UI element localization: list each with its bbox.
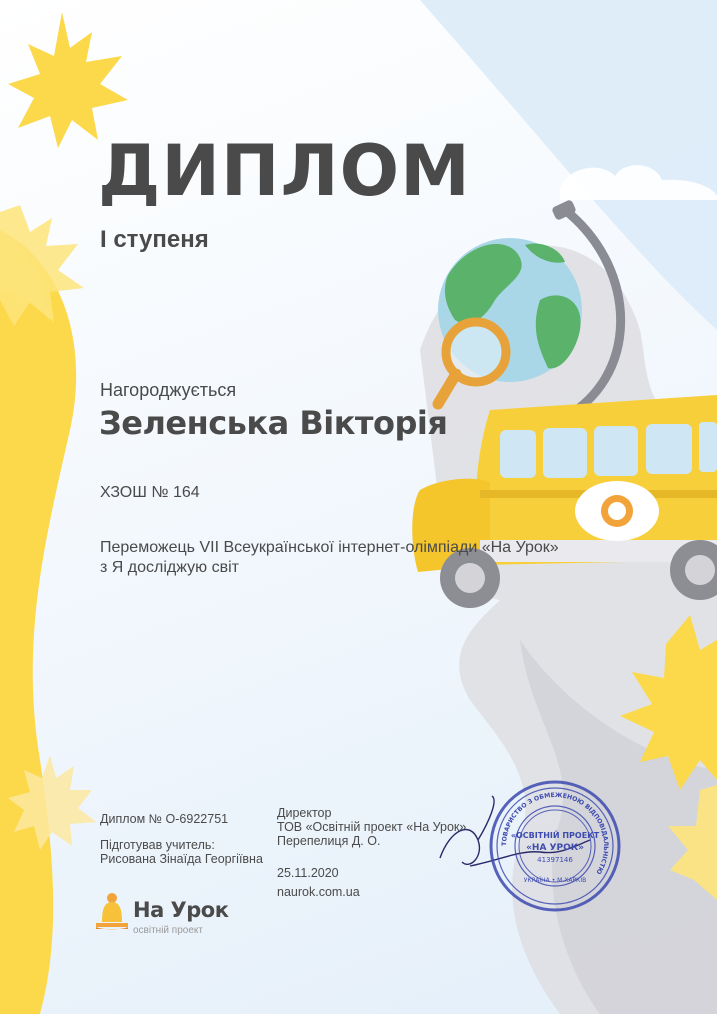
stamp-bottom-text: УКРАЇНА • М.ХАРКІВ bbox=[523, 877, 587, 884]
recipient-name: Зеленська Вікторія bbox=[99, 404, 448, 442]
director-block bbox=[277, 806, 497, 848]
teacher-block bbox=[100, 838, 270, 866]
website-link[interactable]: naurok.com.ua bbox=[277, 885, 360, 899]
director-name: Перепелиця Д. О. bbox=[277, 834, 381, 848]
issue-date: 25.11.2020 bbox=[277, 866, 339, 880]
director-title: Директор bbox=[277, 806, 332, 820]
stamp-outer-text: ТОВАРИСТВО З ОБМЕЖЕНОЮ ВІДПОВІДАЛЬНІСТЮ bbox=[500, 791, 610, 876]
teacher-label: Підготував учитель: bbox=[100, 838, 215, 852]
awarded-label: Нагороджується bbox=[100, 380, 237, 400]
logo-name: На Урок bbox=[133, 898, 229, 922]
maple-leaf-left bbox=[0, 205, 84, 326]
diploma-title: ДИПЛОМ bbox=[98, 130, 471, 212]
maple-leaf-top-left bbox=[8, 12, 128, 148]
logo-subtitle: освітній проект bbox=[133, 925, 203, 936]
diploma-number: Диплом № О-6922751 bbox=[100, 812, 229, 826]
left-yellow-wave bbox=[0, 230, 76, 1014]
stamp-code: 41397146 bbox=[537, 856, 573, 864]
stamp-center-line1: «ОСВІТНІЙ ПРОЕКТ bbox=[510, 831, 600, 840]
bell-icon bbox=[94, 892, 130, 932]
teacher-name: Рисована Зінаїда Георгіївна bbox=[100, 852, 263, 866]
diploma-degree: І ступеня bbox=[100, 226, 209, 253]
stamp-center-line2: «НА УРОК» bbox=[526, 843, 584, 853]
director-organization: ТОВ «Освітній проект «На Урок» bbox=[277, 820, 467, 834]
stamp-text bbox=[491, 782, 619, 910]
description-line-2: з Я досліджую світ bbox=[100, 559, 239, 576]
description-line-1: Переможець VII Всеукраїнської інтернет-олімпіади «На Урок» bbox=[100, 539, 559, 556]
school-name: ХЗОШ № 164 bbox=[100, 484, 200, 501]
award-description bbox=[100, 538, 660, 578]
